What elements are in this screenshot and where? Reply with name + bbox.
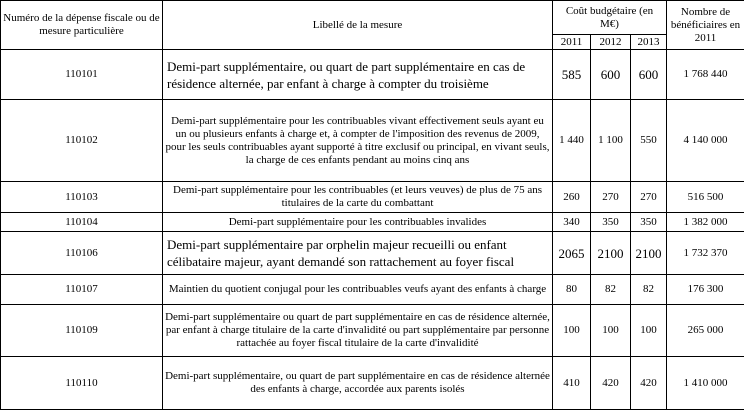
cost-2012: 350 <box>591 213 631 232</box>
table-row <box>1 232 744 275</box>
table-row <box>1 50 744 100</box>
beneficiaries: 516 500 <box>667 182 744 213</box>
cost-2011: 340 <box>553 213 591 232</box>
beneficiaries: 1 410 000 <box>667 357 744 410</box>
cost-2011: 100 <box>553 305 591 357</box>
cost-2012: 2100 <box>591 232 631 275</box>
cost-2012: 82 <box>591 275 631 305</box>
header-year: 2011 <box>553 35 591 50</box>
header-year: 2013 <box>631 35 667 50</box>
measure-number: 110109 <box>1 305 163 357</box>
header-number: Numéro de la dépense fiscale ou de mesure particulière <box>1 1 163 50</box>
cost-2013: 550 <box>631 100 667 182</box>
beneficiaries: 265 000 <box>667 305 744 357</box>
cost-2013: 82 <box>631 275 667 305</box>
beneficiaries: 1 382 000 <box>667 213 744 232</box>
table-row <box>1 100 744 182</box>
table-row <box>1 357 744 410</box>
measure-label: Demi-part supplémentaire ou quart de part supplémentaire en cas de résidence alternée, par enfant à charge titulaire de la carte d'invalidité ou part supplémentaire par personne rattachée au foyer fiscal titulaire de la carte d'invalidité <box>163 305 553 357</box>
header-cost: Coût budgétaire (en M€) <box>553 1 667 35</box>
cost-2012: 600 <box>591 50 631 100</box>
measure-label: Demi-part supplémentaire pour les contribuables (et leurs veuves) de plus de 75 ans titulaires de la carte du combattant <box>163 182 553 213</box>
measure-label: Demi-part supplémentaire pour les contribuables invalides <box>163 213 553 232</box>
cost-2012: 1 100 <box>591 100 631 182</box>
measure-label: Demi-part supplémentaire, ou quart de part supplémentaire en cas de résidence alternée, par enfant à charge à compter du troisième <box>163 50 553 100</box>
beneficiaries: 176 300 <box>667 275 744 305</box>
cost-2011: 1 440 <box>553 100 591 182</box>
measure-number: 110104 <box>1 213 163 232</box>
header-beneficiaries: Nombre de bénéficiaires en 2011 <box>667 1 744 50</box>
cost-2013: 270 <box>631 182 667 213</box>
measure-number: 110107 <box>1 275 163 305</box>
cost-2012: 420 <box>591 357 631 410</box>
measure-number: 110106 <box>1 232 163 275</box>
cost-2011: 80 <box>553 275 591 305</box>
cost-2013: 100 <box>631 305 667 357</box>
table-row <box>1 305 744 357</box>
cost-2011: 2065 <box>553 232 591 275</box>
measure-label: Demi-part supplémentaire par orphelin majeur recueilli ou enfant célibataire majeur, ayant demandé son rattachement au foyer fiscal <box>163 232 553 275</box>
cost-2013: 420 <box>631 357 667 410</box>
cost-2013: 350 <box>631 213 667 232</box>
cost-2012: 100 <box>591 305 631 357</box>
table-row <box>1 182 744 213</box>
cost-2011: 585 <box>553 50 591 100</box>
beneficiaries: 1 768 440 <box>667 50 744 100</box>
table-row <box>1 275 744 305</box>
measure-number: 110102 <box>1 100 163 182</box>
header-label: Libellé de la mesure <box>163 1 553 50</box>
cost-2013: 2100 <box>631 232 667 275</box>
measure-number: 110101 <box>1 50 163 100</box>
beneficiaries: 4 140 000 <box>667 100 744 182</box>
cost-2012: 270 <box>591 182 631 213</box>
header-year: 2012 <box>591 35 631 50</box>
beneficiaries: 1 732 370 <box>667 232 744 275</box>
measure-label: Demi-part supplémentaire pour les contribuables vivant effectivement seuls ayant eu un ou plusieurs enfants à charge et, à compter de l'imposition des revenus de 2009, pour les seuls contribuables ayant supporté à titre exclusif ou principal, en vivant seuls, la charge de ces enfants pendant au moins cinq ans <box>163 100 553 182</box>
cost-2011: 410 <box>553 357 591 410</box>
measure-number: 110103 <box>1 182 163 213</box>
cost-2013: 600 <box>631 50 667 100</box>
measure-label: Demi-part supplémentaire, ou quart de part supplémentaire en cas de résidence alternée des enfants à charge, accordée aux parents isolés <box>163 357 553 410</box>
table-row <box>1 213 744 232</box>
measure-number: 110110 <box>1 357 163 410</box>
cost-2011: 260 <box>553 182 591 213</box>
measure-label: Maintien du quotient conjugal pour les contribuables veufs ayant des enfants à charge <box>163 275 553 305</box>
